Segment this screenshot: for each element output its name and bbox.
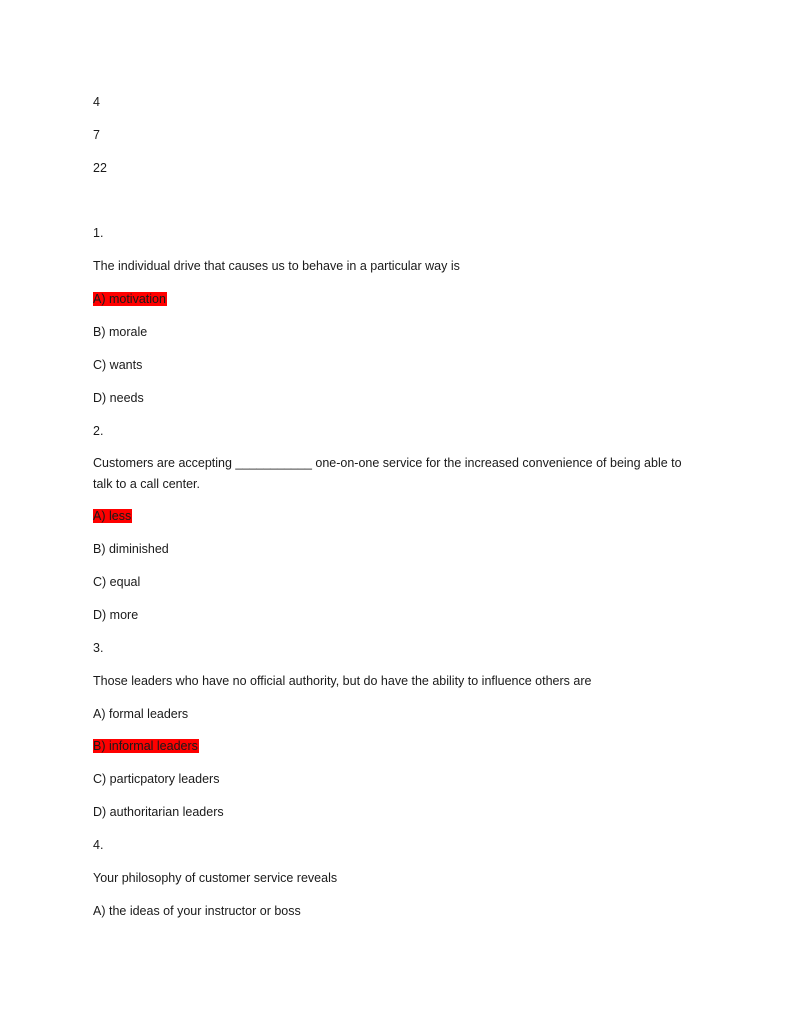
header-number: 4: [93, 95, 100, 109]
answer-option: C) equal: [93, 575, 141, 589]
answer-option: C) particpatory leaders: [93, 772, 220, 786]
answer-option: D) more: [93, 608, 139, 622]
highlighted-answer: B) informal leaders: [93, 739, 198, 753]
answer-option: B) diminished: [93, 542, 169, 556]
answer-option: D) needs: [93, 391, 144, 405]
question-number: 1.: [93, 226, 104, 240]
highlighted-answer: A) less: [93, 509, 132, 523]
question-number: 3.: [93, 641, 104, 655]
question-text: Those leaders who have no official authority, but do have the ability to influence others are: [93, 674, 592, 688]
answer-option: A) formal leaders: [93, 707, 189, 721]
question-number: 2.: [93, 424, 104, 438]
answer-option: A) the ideas of your instructor or boss: [93, 904, 301, 918]
question-text: Customers are accepting ___________ one-on-one service for the increased convenience of being able to talk to a call center.: [93, 456, 682, 491]
question-number: 4.: [93, 838, 104, 852]
answer-option: [93, 738, 199, 754]
header-number: 22: [93, 161, 107, 175]
answer-option: [93, 508, 132, 524]
question-text: The individual drive that causes us to behave in a particular way is: [93, 259, 460, 273]
header-number: 7: [93, 128, 100, 142]
answer-option: B) morale: [93, 325, 148, 339]
question-text: Your philosophy of customer service reveals: [93, 871, 338, 885]
answer-option: [93, 291, 167, 307]
answer-option: D) authoritarian leaders: [93, 805, 224, 819]
highlighted-answer: A) motivation: [93, 292, 166, 306]
answer-option: C) wants: [93, 358, 143, 372]
